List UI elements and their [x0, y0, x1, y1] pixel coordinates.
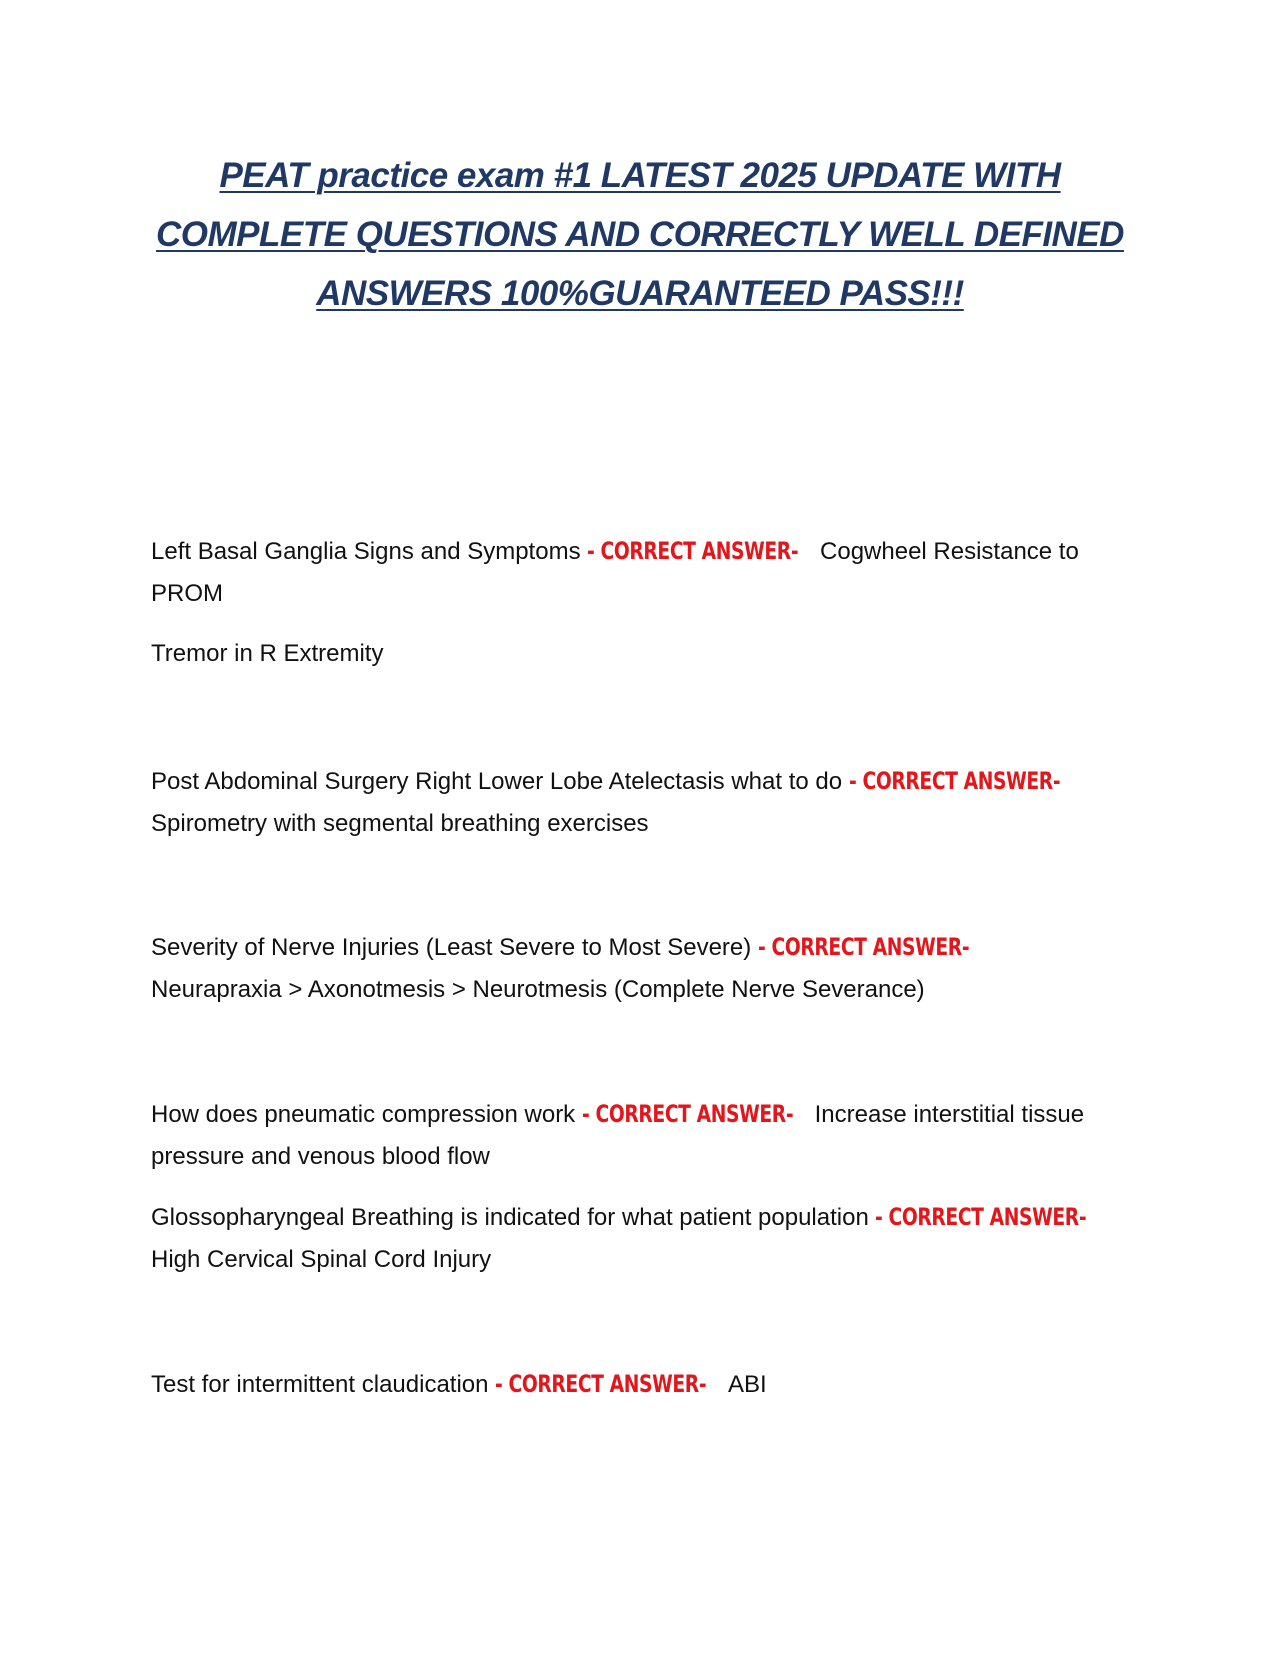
answer-text: Cogwheel Resistance to PROM: [151, 538, 1079, 607]
qa-item-5: [151, 1196, 1111, 1281]
correct-answer-marker: - CORRECT ANSWER-: [587, 537, 799, 565]
answer-text: High Cervical Spinal Cord Injury: [151, 1246, 492, 1273]
correct-answer-marker: - CORRECT ANSWER-: [495, 1370, 707, 1398]
question-text: Left Basal Ganglia Signs and Symptoms: [151, 538, 588, 565]
correct-answer-marker: - CORRECT ANSWER-: [875, 1203, 1087, 1231]
qa-item-1-extra: [151, 633, 1111, 675]
qa-item-1: [151, 530, 1111, 615]
qa-item-3: [151, 926, 1111, 1011]
qa-item-2: [151, 760, 1111, 845]
question-text: Glossopharyngeal Breathing is indicated for what patient population: [151, 1204, 876, 1231]
question-text: Severity of Nerve Injuries (Least Severe to Most Severe): [151, 934, 758, 961]
answer-text: Spirometry with segmental breathing exercises: [151, 810, 649, 837]
correct-answer-marker: - CORRECT ANSWER-: [757, 933, 970, 961]
correct-answer-marker: - CORRECT ANSWER-: [581, 1100, 794, 1128]
qa-item-4: [151, 1093, 1111, 1178]
qa-item-6: [151, 1363, 1111, 1406]
correct-answer-marker: - CORRECT ANSWER-: [848, 767, 1060, 795]
question-text: Post Abdominal Surgery Right Lower Lobe Atelectasis what to do: [151, 768, 849, 795]
answer-text: Neurapraxia > Axonotmesis > Neurotmesis (Complete Nerve Severance): [151, 976, 925, 1003]
question-text: How does pneumatic compression work: [151, 1101, 582, 1128]
question-text: Test for intermittent claudication: [151, 1371, 496, 1398]
answer-text: ABI: [727, 1371, 767, 1398]
answer-extra-text: Tremor in R Extremity: [151, 640, 384, 667]
page-title: PEAT practice exam #1 LATEST 2025 UPDATE WITH COMPLETE QUESTIONS AND CORRECTLY WELL DEFINED ANSWERS 100%GUARANTEED PASS!!!: [156, 156, 1124, 313]
answer-text: Increase interstitial tissue pressure and venous blood flow: [151, 1101, 1085, 1170]
